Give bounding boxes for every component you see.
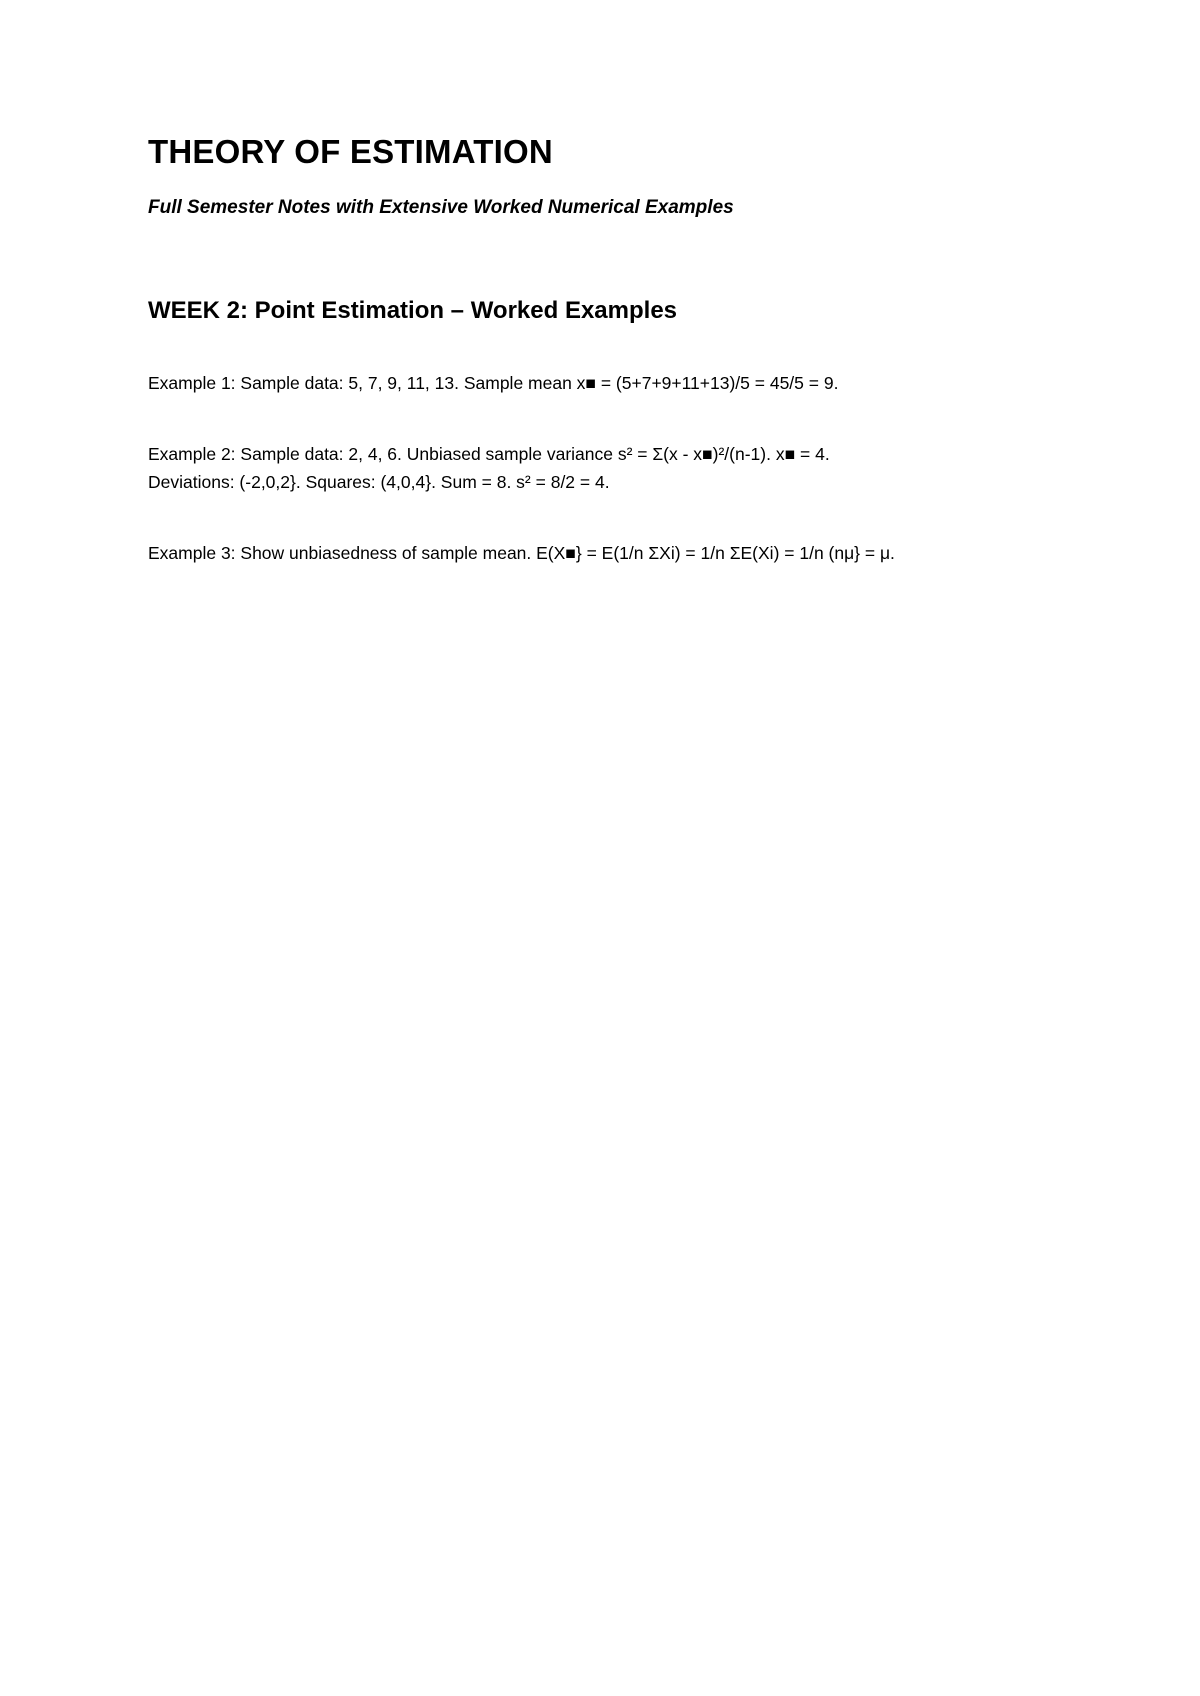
document-subtitle: Full Semester Notes with Extensive Worked Numerical Examples — [148, 196, 734, 218]
example-3-block — [148, 540, 1088, 567]
example-1-block — [148, 370, 1088, 397]
page-title: THEORY OF ESTIMATION — [148, 133, 553, 170]
example-2-block — [148, 441, 1088, 495]
example-1-line-1: Example 1: Sample data: 5, 7, 9, 11, 13. Sample mean x■ = (5+7+9+11+13)/5 = 45/5 = 9. — [148, 373, 839, 394]
example-2-line-2: Deviations: (-2,0,2}. Squares: (4,0,4}. Sum = 8. s² = 8/2 = 4. — [148, 471, 610, 492]
document-content — [148, 132, 1088, 567]
section-heading-week-2: WEEK 2: Point Estimation – Worked Examples — [148, 297, 678, 325]
example-2-line-1: Example 2: Sample data: 2, 4, 6. Unbiased sample variance s² = Σ(x - x■)²/(n-1). x■ = 4. — [148, 444, 830, 465]
example-3-line-1: Example 3: Show unbiasedness of sample mean. E(X■} = E(1/n ΣXi) = 1/n ΣE(Xi) = 1/n (nμ} = μ. — [148, 542, 895, 563]
